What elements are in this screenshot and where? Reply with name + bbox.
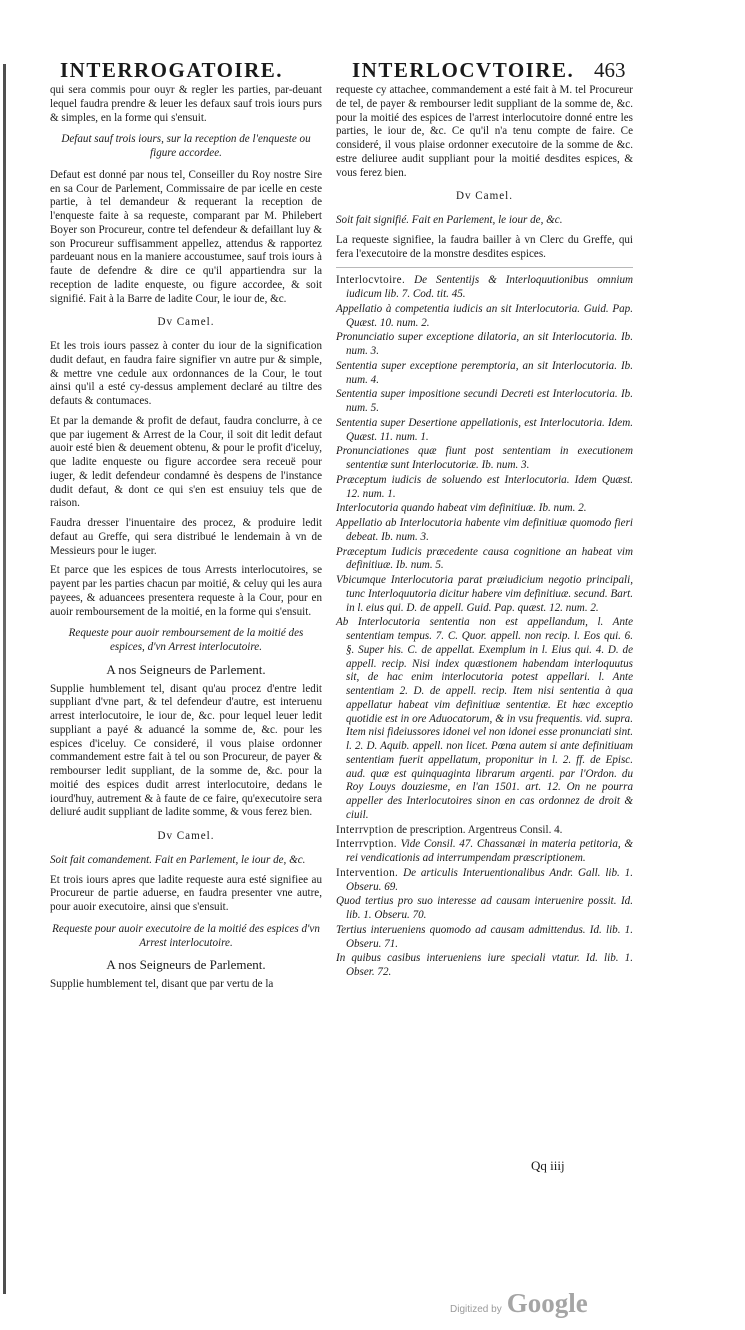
paragraph: La requeste signifiee, la faudra bailler à vn Clerc du Greffe, qui fera l'executoire de la monstre desdites espices. bbox=[336, 233, 633, 260]
index-entry: Præceptum iudicis de soluendo est Interlocutoria. Idem Quæst. 12. num. 1. bbox=[336, 473, 633, 500]
paragraph: qui sera commis pour ouyr & regler les parties, par-deuant lequel faudra prendre & leuer les defaux sauf trois iours purs & simples, en la forme qui s'ensuit. bbox=[50, 84, 322, 124]
paragraph: Faudra dresser l'inuentaire des procez, & produire ledit defaut au Greffe, qui sera distribué le lendemain à vn de Messieurs pour le iuger. bbox=[50, 517, 322, 557]
index-entry bbox=[336, 274, 633, 302]
address-line: A nos Seigneurs de Parlement. bbox=[106, 957, 266, 973]
entry-title: Interrvption bbox=[336, 823, 394, 836]
divider bbox=[336, 267, 633, 268]
digitized-by-google-watermark bbox=[450, 1288, 588, 1319]
entry-text: de prescription. Argentreus Consil. 4. bbox=[396, 823, 563, 836]
page-gutter-shadow bbox=[3, 64, 6, 1294]
index-entry: In quibus casibus interueniens iure speciali vtatur. Id. lib. 1. Obser. 72. bbox=[336, 952, 633, 978]
digitized-label: Digitized by bbox=[450, 1304, 502, 1315]
index-entry: Interlocutoria quando habeat vim definitiuæ. Ib. num. 2. bbox=[336, 502, 587, 515]
index-entry: Præceptum Iudicis præcedente causa cognitione an habeat vim definitiuæ. Ib. num. 5. bbox=[336, 545, 633, 572]
page-number: 463 bbox=[594, 58, 626, 82]
index-entry bbox=[336, 838, 633, 866]
section-heading: Defaut sauf trois iours, sur la reception de l'enqueste ou figure accordee. bbox=[61, 133, 311, 159]
command-line: Soit fait comandement. Fait en Parlement, le iour de, &c. bbox=[50, 853, 306, 866]
index-entry: Tertius interueniens quomodo ad causam admittendus. Id. lib. 1. Obseru. 71. bbox=[336, 923, 633, 950]
index-entry: Pronunciatio super exceptione dilatoria, an sit Interlocutoria. Ib. num. 3. bbox=[336, 331, 633, 357]
index-entry: Pronunciationes quæ fiunt post sententiam in executionem sententiæ sunt Interlocutoriæ. Ib. num. 3. bbox=[336, 445, 633, 471]
index-entry: Quod tertius pro suo interesse ad causam interuenire possit. Id. lib. 1. Obseru. 70. bbox=[336, 895, 633, 921]
entry-text: De articulis Interuentionalibus Andr. Gall. lib. 1. Obseru. 69. bbox=[346, 866, 633, 893]
entry-title: Intervention. bbox=[336, 866, 399, 879]
left-running-head: INTERROGATOIRE. bbox=[60, 58, 284, 82]
index-entry: Appellatio ab Interlocutoria habente vim definitiuæ quomodo fieri debeat. Ib. num. 3. bbox=[336, 517, 633, 543]
entry-title: Interrvption. bbox=[336, 838, 397, 851]
paragraph: Et parce que les espices de tous Arrests interlocutoires, se payent par les parties chacun par moitié, & celuy qui les aura payees, & aduancees presentera requeste à la Cour, pour en auoir remboursement de la moitié, en la forme qui s'ensuit. bbox=[50, 564, 322, 618]
catchword: Qq iiij bbox=[531, 1158, 565, 1173]
signature: Dv Camel. bbox=[455, 190, 514, 203]
entry-title: Interlocvtoire. bbox=[336, 274, 406, 287]
signature: Dv Camel. bbox=[157, 316, 215, 329]
address-line: A nos Seigneurs de Parlement. bbox=[106, 661, 266, 677]
signification-line: Soit fait signifié. Fait en Parlement, le iour de, &c. bbox=[336, 214, 563, 226]
index-entry: Ab Interlocutoria sententia non est appellandum, l. Ante sententiam tempus. 7. C. Quor. appell. non recip. l. Eos qui. 6. §. Super his. C. de appellat. Exemplum in l. Eius qui. 4. D. de appell. recip. Nisi index quæstionem habendam interloquutus sit, de hac enim interlocutoria potest appellari. l. Ante sententiam 2. D. de appell. recip. Item nisi sententia à qua appellatur habeat vim definitiuæ sententiæ. Et hæc exceptio quotidie est in ore Aduocatorum, & in vsu frequentis. vid. supra. Item nisi fideiussores idonei vel non idonei esse pronunciati sint. l. 2. D. Aquib. appell. non licet. Pœna autem si ante definitiuam sententiam fuerit appellatum, proponitur in l. 2. ff. de Episc. aud. quæ est quinquaginta librarum argenti. par l'Ordon. du Roy Louys douziesme, en l'an 1501. art. 12. On ne pourra appeller des Interlocutoires sinon en cas ordonnez de droit & ciuil. bbox=[336, 616, 633, 821]
index-entry: Vbicumque Interlocutoria parat præiudicium negotio principali, tunc Interloquutoria dicitur habere vim definitiuæ. secund. Bart. in l. eius qui. D. de appell. Guid. Pap. quæst. 12. num. 2. bbox=[336, 574, 633, 614]
section-heading: Requeste pour auoir remboursement de la moitié des espices, d'vn Arrest interlocutoire. bbox=[68, 627, 304, 653]
right-running-head: INTERLOCVTOIRE. bbox=[352, 58, 575, 82]
paragraph: Supplie humblement tel, disant qu'au procez d'entre ledit suppliant d'vne part, & tel defendeur d'autre, est interuenu arrest interlocutoire, le iour de, &c. pour lequel leuer ledit suppliant a payé & aduancé la somme de, &c. pour les espices d'iceluy. Ce consideré, il vous plaise ordonner commandement estre fait à tel ou son Procureur, de payer & rembourser ledit suppliant, de la somme de, &c. pour la moitié des espices dudit arrest interlocutoire, dedans le iourd'huy, autrement & à faute de ce faire, qu'executoire sera deliuré audit suppliant de ladite somme, & vous ferez bien. bbox=[50, 682, 322, 819]
signature: Dv Camel. bbox=[157, 830, 215, 842]
entry-text: Vide Consil. 47. Chassanæi in materia petitoria, & rei vendicationis ad interrumpendam præscriptionem. bbox=[346, 838, 633, 864]
right-column bbox=[336, 84, 633, 981]
paragraph: Supplie humblement tel, disant que par vertu de la bbox=[50, 978, 274, 990]
index-entry: Sententia super impositione secundi Decreti est Interlocutoria. Ib. num. 5. bbox=[336, 388, 633, 414]
paragraph: Et par la demande & profit de defaut, faudra conclurre, à ce que par iugement & Arrest de la Cour, il soit dit ledit defaut auoir esté bien & deuement obtenu, & pour le profit d'iceluy, que ladite enqueste ou figure accordee sera receuë pour iuger, & ledit defendeur condamné ès despens de l'instance dudit defaut, & dont ce qui s'en est ensuiuy tels que de raison. bbox=[50, 414, 322, 510]
google-logo: Google bbox=[506, 1288, 588, 1318]
index-entry: Sententia super Desertione appellationis, est Interlocutoria. Idem. Quæst. 11. num. 1. bbox=[336, 416, 633, 443]
paragraph: Defaut est donné par nous tel, Conseiller du Roy nostre Sire en sa Cour de Parlement, Commissaire de par icelle en ceste partie, à tel demandeur & requerant la reception de l'enqueste faite à sa requeste, comparant par M. Philebert Boyer son Procureur, contre tel defendeur & defaillant luy & son Procureur suffisamment appellez, attendus & rapportez pardeuant nous en la maniere accoustumee, sauf trois iours à faute de defendre & dire ce qu'il appartiendra sur la reception de ladite enqueste, ou figure accordee, & soit signifié. Fait à la Barre de ladite Cour, le iour de, &c. bbox=[50, 168, 322, 305]
section-heading: Requeste pour auoir executoire de la moitié des espices d'vn Arrest interlocutoire. bbox=[52, 922, 320, 949]
index-entry: Sententia super exceptione peremptoria, an sit Interlocutoria. Ib. num. 4. bbox=[336, 359, 633, 386]
paragraph: requeste cy attachee, commandement a esté fait à M. tel Procureur de tel, de payer & rembourser ledit suppliant de la somme de, &c. pour la moitié des espices de l'arrest interlocutoire donné entre les parties, le iour de, &c. Ce qu'il n'a tenu compte de faire. Ce consideré, il vous plaise ordonner executoire de la somme de &c. estre deliuree audit suppliant pour la moitié desdites espices, & vous ferez bien. bbox=[336, 84, 633, 179]
paragraph: Et les trois iours passez à conter du iour de la signification dudit defaut, en faudra faire signifier vn autre pur & simple, & mettre vne cedule aux ordonnances de la Cour, le tout ainsi qu'il a esté cy-dessus amplement declaré au tiltre des defauts & contumaces. bbox=[50, 340, 322, 407]
left-column bbox=[50, 84, 322, 998]
entry-text: De Sententijs & Interloquutionibus omnium iudicum lib. 7. Cod. tit. 45. bbox=[346, 274, 633, 300]
index-entry bbox=[336, 867, 633, 895]
index-entry: Appellatio à competentia iudicis an sit Interlocutoria. Guid. Pap. Quæst. 10. num. 2. bbox=[336, 302, 633, 329]
index-entry bbox=[336, 824, 633, 838]
paragraph: Et trois iours apres que ladite requeste aura esté signifiee au Procureur de partie aduerse, en faudra presenter vne autre, pour auoir executoire, ainsi que s'ensuit. bbox=[50, 873, 322, 913]
